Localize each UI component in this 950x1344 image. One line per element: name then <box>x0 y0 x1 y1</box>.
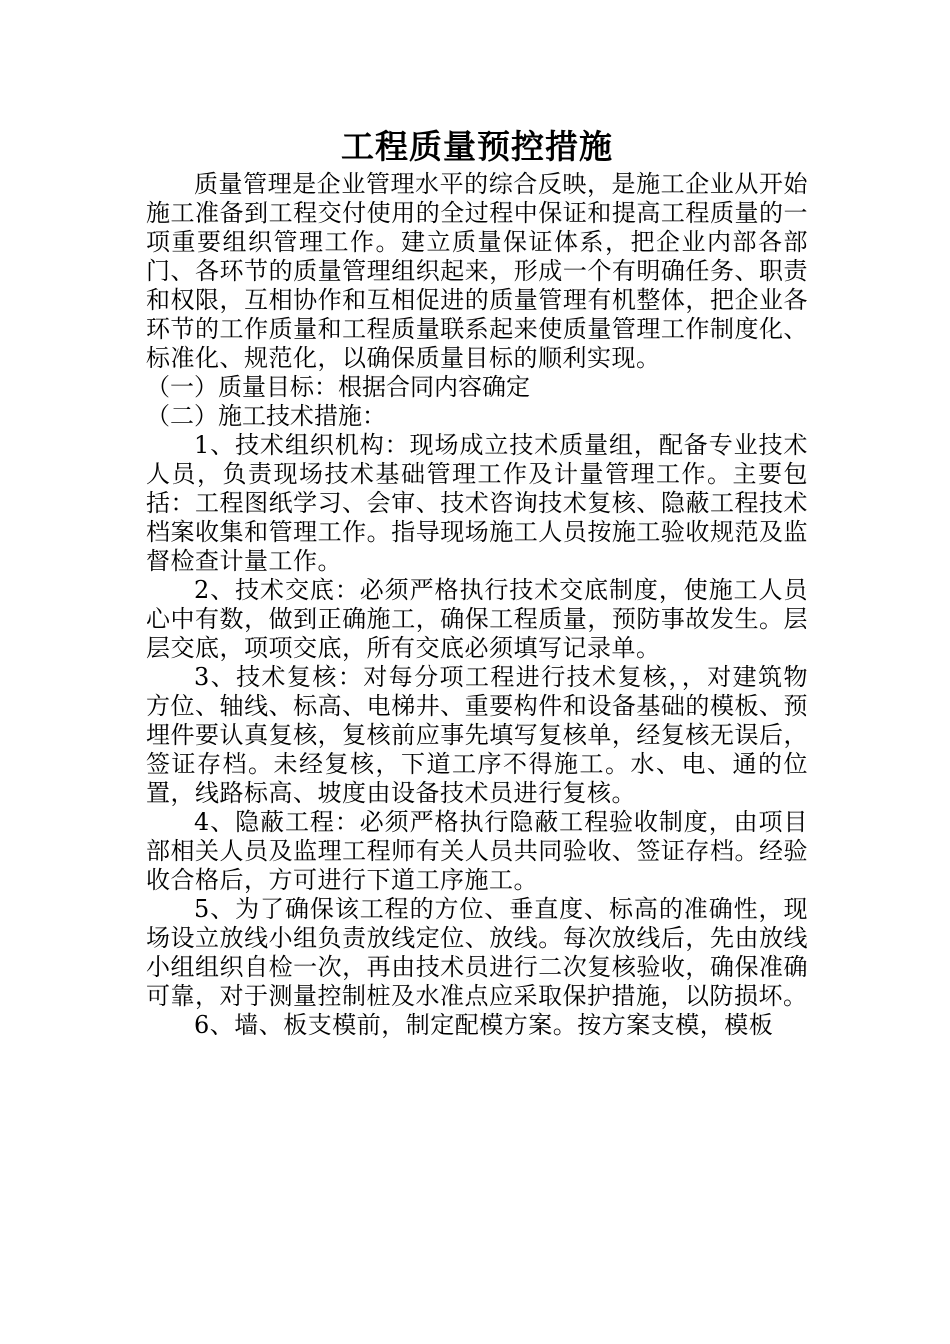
section-quality-target: （一）质量目标：根据合同内容确定 <box>146 373 530 401</box>
document-title: 工程质量预控措施 <box>341 127 613 166</box>
measure-item-3: 3、技术复核：对每分项工程进行技术复核，，对建筑物方位、轴线、标高、电梯井、重要构件和设备基础的模板、预埋件要认真复核，复核前应事先填写复核单，经复核无误后，签证存档。未经复核，下道工序不得施工。水、电、通的位置，线路标高、坡度由设备技术员进行复核。 <box>146 663 808 807</box>
measure-item-5: 5、为了确保该工程的方位、垂直度、标高的准确性，现场设立放线小组负责放线定位、放线。每次放线后，先由放线小组组织自检一次，再由技术员进行二次复核验收，确保准确可靠，对于测量控制桩及水准点应采取保护措施，以防损坏。 <box>146 895 808 1010</box>
measure-item-4: 4、隐蔽工程：必须严格执行隐蔽工程验收制度，由项目部相关人员及监理工程师有关人员共同验收、签证存档。经验收合格后，方可进行下道工序施工。 <box>146 808 808 894</box>
measure-item-2: 2、技术交底：必须严格执行技术交底制度，使施工人员心中有数，做到正确施工，确保工程质量，预防事故发生。层层交底，项项交底，所有交底必须填写记录单。 <box>146 576 808 662</box>
measure-item-6: 6、墙、板支模前，制定配模方案。按方案支模，模板 <box>194 1011 774 1039</box>
document-body <box>146 124 808 1040</box>
measure-item-1: 1、技术组织机构：现场成立技术质量组，配备专业技术人员，负责现场技术基础管理工作及计量管理工作。主要包括：工程图纸学习、会审、技术咨询技术复核、隐蔽工程技术档案收集和管理工作。指导现场施工人员按施工验收规范及监督检查计量工作。 <box>146 431 808 575</box>
section-technical-measures: （二）施工技术措施： <box>146 402 386 430</box>
intro-paragraph: 质量管理是企业管理水平的综合反映，是施工企业从开始施工准备到工程交付使用的全过程中保证和提高工程质量的一项重要组织管理工作。建立质量保证体系，把企业内部各部门、各环节的质量管理组织起来，形成一个有明确任务、职责和权限，互相协作和互相促进的质量管理有机整体，把企业各环节的工作质量和工程质量联系起来使质量管理工作制度化、标准化、规范化，以确保质量目标的顺利实现。 <box>146 170 808 372</box>
